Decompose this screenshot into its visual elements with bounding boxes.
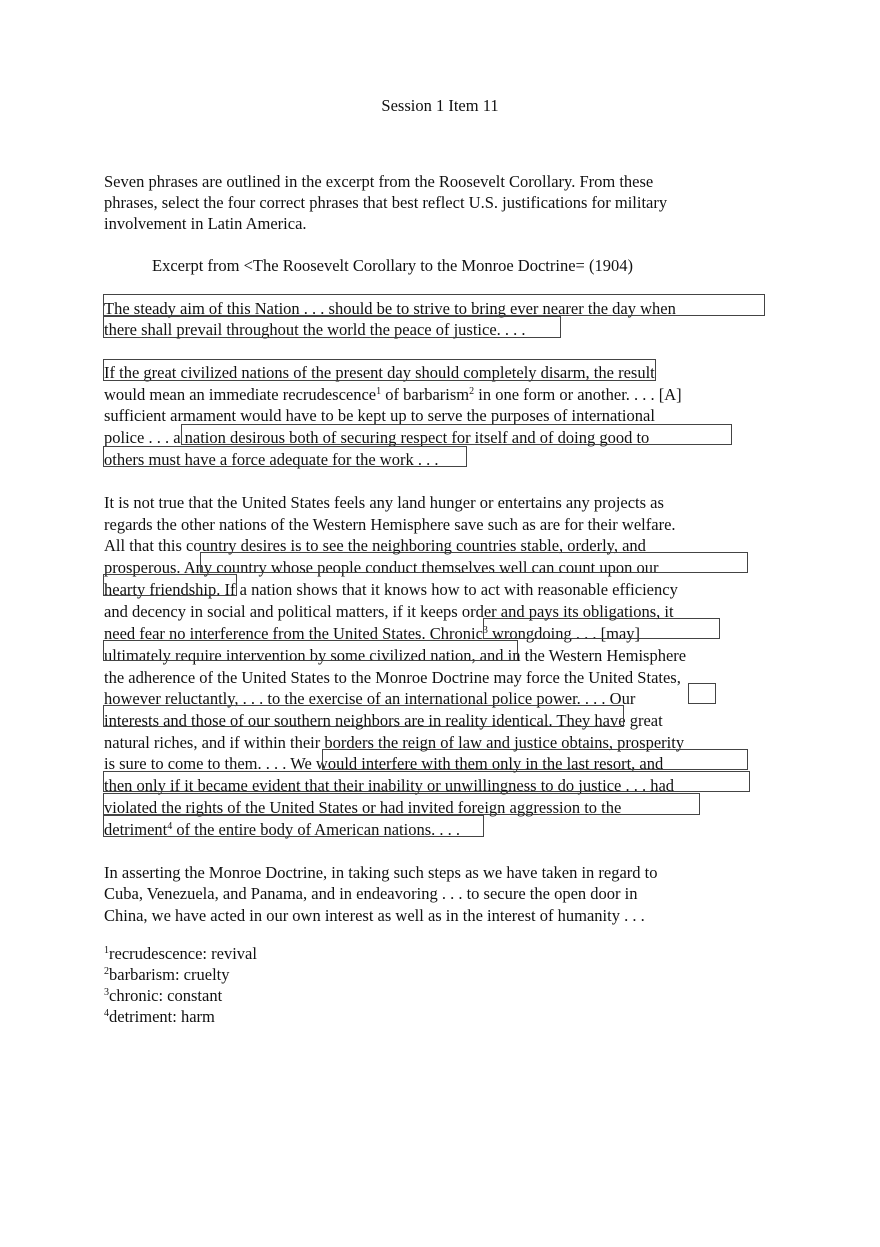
excerpt-line: and decency in social and political matters, if it keeps order and pays its obligations, it	[104, 602, 674, 621]
phrase-outline-box[interactable]	[103, 815, 484, 837]
phrase-outline-box[interactable]	[103, 446, 467, 467]
excerpt-line: violated the rights of the United States or had invited foreign aggression to the	[104, 798, 622, 817]
excerpt-line: In asserting the Monroe Doctrine, in taking such steps as we have taken in regard to	[104, 863, 658, 882]
footnote-ref: 1	[376, 386, 382, 397]
phrase-outline-box[interactable]	[200, 552, 748, 573]
excerpt-line: It is not true that the United States feels any land hunger or entertains any projects as	[104, 493, 664, 512]
footnote: $^2$barbarism: cruelty	[104, 965, 230, 984]
excerpt-line: is sure to come to them. . . . We would interfere with them only in the last resort, and	[104, 754, 664, 773]
excerpt-line: police . . . a nation desirous both of securing respect for itself and of doing good to	[104, 428, 650, 447]
excerpt-line: The steady aim of this Nation . . . should be to strive to bring ever nearer the day when	[104, 299, 676, 318]
instructions-line: phrases, select the four correct phrases that best reflect U.S. justifications for military	[104, 193, 668, 212]
footnote-ref: 3	[482, 625, 488, 636]
excerpt-line: All that this country desires is to see the neighboring countries stable, orderly, and	[104, 536, 646, 555]
phrase-outline-box[interactable]	[322, 749, 748, 770]
phrase-outline-box[interactable]	[103, 705, 624, 727]
excerpt-line: Cuba, Venezuela, and Panama, and in endeavoring . . . to secure the open door in	[104, 884, 638, 903]
page-title: Session 1 Item 11	[381, 96, 499, 115]
phrase-outline-box[interactable]	[688, 683, 716, 704]
footnote: $^3$chronic: constant	[104, 986, 223, 1005]
excerpt-line: hearty friendship. If a nation shows that it knows how to act with reasonable efficiency	[104, 580, 678, 599]
excerpt-line: would mean an immediate recrudescence$^1$ of barbarism$^2$ in one form or another. . . . [A]	[104, 385, 682, 404]
excerpt-line: ultimately require intervention by some civilized nation, and in the Western Hemisphere	[104, 646, 687, 665]
excerpt-line: If the great civilized nations of the present day should completely disarm, the result	[104, 363, 655, 382]
instructions-line: Seven phrases are outlined in the excerpt from the Roosevelt Corollary. From these	[104, 172, 654, 191]
excerpt-line: others must have a force adequate for the work . . .	[104, 450, 439, 469]
excerpt-line: prosperous. Any country whose people conduct themselves well can count upon our	[104, 558, 659, 577]
phrase-outline-box[interactable]	[103, 574, 237, 596]
footnote: $^1$recrudescence: revival	[104, 944, 257, 963]
excerpt-title: Excerpt from <The Roosevelt Corollary to the Monroe Doctrine= (1904)	[152, 256, 633, 275]
excerpt-line: natural riches, and if within their borders the reign of law and justice obtains, prosperity	[104, 733, 685, 752]
instructions-line: involvement in Latin America.	[104, 214, 307, 233]
excerpt-line: need fear no interference from the United States. Chronic$^3$ wrongdoing . . . [may]	[104, 624, 641, 643]
excerpt-line: China, we have acted in our own interest as well as in the interest of humanity . . .	[104, 906, 645, 925]
excerpt-line: sufficient armament would have to be kept up to serve the purposes of international	[104, 406, 655, 425]
phrase-outline-box[interactable]	[103, 793, 700, 815]
footnote-ref: 2	[469, 386, 475, 397]
excerpt-line: then only if it became evident that their inability or unwillingness to do justice . . . had	[104, 776, 675, 795]
excerpt-line: there shall prevail throughout the world the peace of justice. . . .	[104, 320, 526, 339]
phrase-outline-box[interactable]	[103, 294, 765, 316]
excerpt-line: regards the other nations of the Western Hemisphere save such as are for their welfare.	[104, 515, 676, 534]
footnote-ref: 4	[167, 821, 173, 832]
phrase-outline-box[interactable]	[103, 316, 561, 338]
excerpt-line: the adherence of the United States to the Monroe Doctrine may force the United States,	[104, 668, 681, 687]
excerpt-line: however reluctantly, . . . to the exercise of an international police power. . . . Our	[104, 689, 636, 708]
phrase-outline-box[interactable]	[103, 359, 656, 381]
excerpt-line: interests and those of our southern neighbors are in reality identical. They have great	[104, 711, 663, 730]
excerpt-line: detriment$^4$ of the entire body of American nations. . . .	[104, 820, 460, 839]
phrase-outline-box[interactable]	[103, 640, 518, 661]
phrase-outline-box[interactable]	[103, 771, 750, 792]
footnote: $^4$detriment: harm	[104, 1007, 215, 1026]
phrase-outline-box[interactable]	[483, 618, 720, 639]
phrase-outline-box[interactable]	[181, 424, 732, 445]
